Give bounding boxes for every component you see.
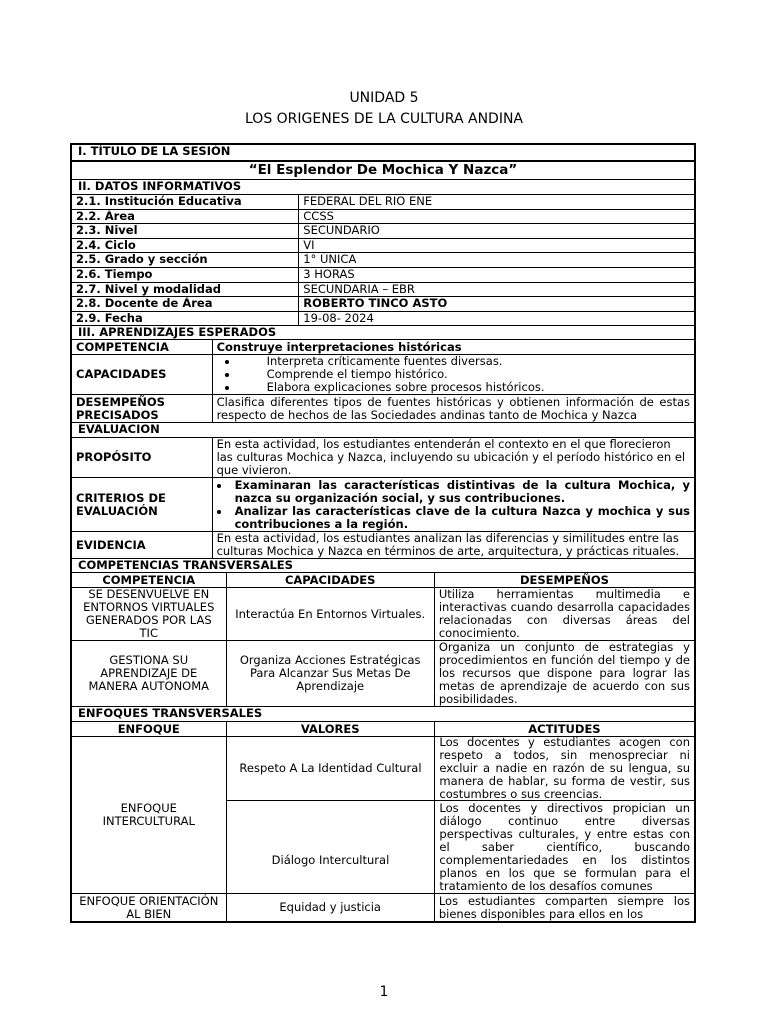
valor-dialogo: Diálogo Intercultural	[271, 853, 390, 868]
criterios-label: CRITERIOS DE EVALUACIÓN	[76, 490, 166, 518]
datos-row	[72, 223, 694, 238]
transversal-row	[72, 587, 694, 640]
datos-value: 1° ÚNICA	[298, 253, 694, 267]
section-datos	[72, 180, 694, 194]
enfoque-intercultural-row	[72, 736, 694, 893]
section-label-transversales: COMPETENCIAS TRANSVERSALES	[78, 558, 293, 573]
valor-row	[227, 737, 694, 800]
datos-label: 2.5. Grado y sección	[76, 253, 208, 267]
datos-label: 2.1. Institución Educativa	[76, 195, 242, 208]
valor-equidad: Equidad y justicia	[226, 894, 434, 921]
enfoque-bien-comun-row	[72, 893, 694, 921]
unit-heading: UNIDAD 5	[349, 90, 419, 106]
criterios-row	[72, 477, 694, 531]
capacidad-item: • Interpreta críticamente fuentes diversas.	[239, 355, 545, 368]
evidencia-label: EVIDENCIA	[76, 537, 146, 552]
session-table	[70, 143, 696, 923]
transversal-competencia: SE DESENVUELVE EN ENTORNOS VIRTUALES GENERADOS POR LAS TIC	[83, 588, 215, 641]
capacidad-item: • Comprende el tiempo histórico.	[239, 368, 545, 381]
datos-label: 2.4. Ciclo	[76, 238, 136, 252]
section-label-aprendizajes: III. APRENDIZAJES ESPERADOS	[78, 325, 277, 340]
datos-label: 2.2. Área	[76, 209, 135, 223]
actitud-equidad: Los estudiantes comparten siempre los bienes disponibles para ellos en los	[434, 894, 694, 921]
datos-rows	[72, 194, 694, 325]
page-number: 1	[379, 984, 389, 1000]
transversal-row	[72, 640, 694, 706]
section-label-titulo: I. TÍTULO DE LA SESIÓN	[78, 144, 231, 158]
datos-value: SECUNDARIA – EBR	[298, 283, 694, 297]
capacidades-label: CAPACIDADES	[76, 367, 167, 382]
session-title: “El Esplendor De Mochica Y Nazca”	[72, 160, 694, 180]
competencia-row	[72, 339, 694, 354]
section-enfoques	[72, 706, 694, 721]
desempenos-row	[72, 394, 694, 422]
competencia-label: COMPETENCIA	[76, 340, 169, 354]
datos-row	[72, 282, 694, 297]
col-header-enfoque: ENFOQUE	[117, 722, 180, 736]
enfoques-header-row	[72, 721, 694, 736]
valor-respeto: Respeto A La Identidad Cultural	[239, 761, 422, 776]
datos-value: SECUNDARIO	[298, 224, 694, 238]
datos-value: ROBERTO TINCO ASTO	[298, 297, 694, 311]
datos-row	[72, 267, 694, 282]
datos-row	[72, 311, 694, 326]
col-header-competencia: COMPETENCIA	[102, 573, 196, 587]
criterios-list	[217, 479, 690, 531]
datos-row	[72, 209, 694, 224]
unit-title: LOS ORIGENES DE LA CULTURA ANDINA	[245, 111, 523, 127]
transversal-capacidad: Interactúa En Entornos Virtuales.	[226, 588, 434, 640]
col-header-actitudes: ACTITUDES	[434, 722, 694, 736]
datos-label: 2.7. Nivel y modalidad	[76, 282, 222, 296]
datos-value: VI	[298, 239, 694, 253]
actitud-respeto: Los docentes y estudiantes acogen con respeto a todos, sin menospreciar ni excluir a nadie en razón de su lengua, su manera de hablar, su forma de vestir, sus costumbres o sus creencias.	[434, 737, 694, 800]
section-transversales	[72, 558, 694, 572]
intercultural-values	[226, 737, 694, 893]
proposito-row	[72, 437, 694, 477]
datos-row	[72, 296, 694, 311]
section-evaluacion	[72, 422, 694, 437]
proposito-value: En esta actividad, los estudiantes entenderán el contexto en el que florecieron las culturas Mochica y Nazca, incluyendo su ubicación y el período histórico en el que vivieron.	[212, 438, 694, 477]
evaluacion-label: EVALUACION	[78, 422, 160, 437]
desempenos-value: Clasifica diferentes tipos de fuentes históricas y obtienen información de estas respecto de hechos de las Sociedades andinas tanto de Mochica y Nazca	[212, 395, 694, 422]
datos-row	[72, 252, 694, 267]
capacidades-list-cell	[212, 355, 694, 394]
transversal-desempeno: Utiliza herramientas multimedia e interactivas cuando desarrolla capacidades relacionadas con diversas áreas del conocimiento.	[434, 588, 694, 640]
col-header-capacidades: CAPACIDADES	[226, 573, 434, 587]
capacidades-row	[72, 354, 694, 394]
evidencia-value: En esta actividad, los estudiantes analizan las diferencias y similitudes entre las culturas Mochica y Nazca en términos de arte, arquitectura, y prácticas rituales.	[212, 532, 694, 558]
section-aprendizajes	[72, 325, 694, 339]
col-header-valores: VALORES	[226, 722, 434, 736]
section-label-enfoques: ENFOQUES TRANSVERSALES	[78, 706, 263, 721]
datos-row	[72, 238, 694, 253]
datos-label: 2.8. Docente de Área	[76, 297, 213, 311]
transversales-header-row	[72, 572, 694, 587]
transversal-competencia: GESTIONA SU APRENDIZAJE DE MANERA AUTONOMA	[88, 653, 210, 694]
datos-label: 2.3. Nivel	[76, 224, 138, 238]
criterio-item: • Analizar las características clave de la cultura Nazca y mochica y sus contribuciones a la región.	[231, 505, 690, 531]
session-title-row	[72, 160, 694, 180]
proposito-label: PROPÓSITO	[76, 450, 152, 465]
datos-label: 2.9. Fecha	[76, 311, 143, 325]
desempenos-label: DESEMPEÑOS PRECISADOS	[76, 395, 165, 422]
valor-row	[227, 800, 694, 893]
datos-value: 19-08- 2024	[298, 312, 694, 326]
criterios-list-cell	[212, 478, 694, 531]
capacidad-item: • Elabora explicaciones sobre procesos históricos.	[239, 381, 545, 394]
datos-value: FEDERAL DEL RIO ENE	[298, 195, 694, 209]
datos-value: CCSS	[298, 210, 694, 224]
datos-value: 3 HORAS	[298, 268, 694, 282]
competencia-value: Construye interpretaciones históricas	[212, 340, 694, 354]
section-label-datos: II. DATOS INFORMATIVOS	[78, 179, 242, 193]
col-header-desempenos: DESEMPEÑOS	[434, 573, 694, 587]
criterio-item: • Examinaran las características distintivas de la cultura Mochica, y nazca su organización social, y sus contribuciones.	[231, 479, 690, 505]
section-titulo	[72, 145, 694, 160]
enfoque-bien-comun: ENFOQUE ORIENTACIÓN AL BIEN	[79, 894, 219, 921]
datos-row	[72, 194, 694, 209]
transversal-capacidad: Organiza Acciones Estratégicas Para Alcanzar Sus Metas De Aprendizaje	[226, 641, 434, 706]
transversal-desempeno: Organiza un conjunto de estrategias y procedimientos en función del tiempo y de los recursos que dispone para lograr las metas de aprendizaje de acuerdo con sus posibilidades.	[434, 641, 694, 706]
actitud-dialogo: Los docentes y directivos propician un diálogo continuo entre diversas perspectivas culturales, y entre estas con el saber científico, buscando complementariedades en los distintos planos en los que se formulan para el tratamiento de los desafíos comunes	[434, 801, 694, 893]
evidencia-row	[72, 531, 694, 558]
capacidades-list	[217, 355, 545, 394]
datos-label: 2.6. Tiempo	[76, 267, 153, 281]
enfoque-intercultural: ENFOQUE INTERCULTURAL	[102, 801, 195, 829]
